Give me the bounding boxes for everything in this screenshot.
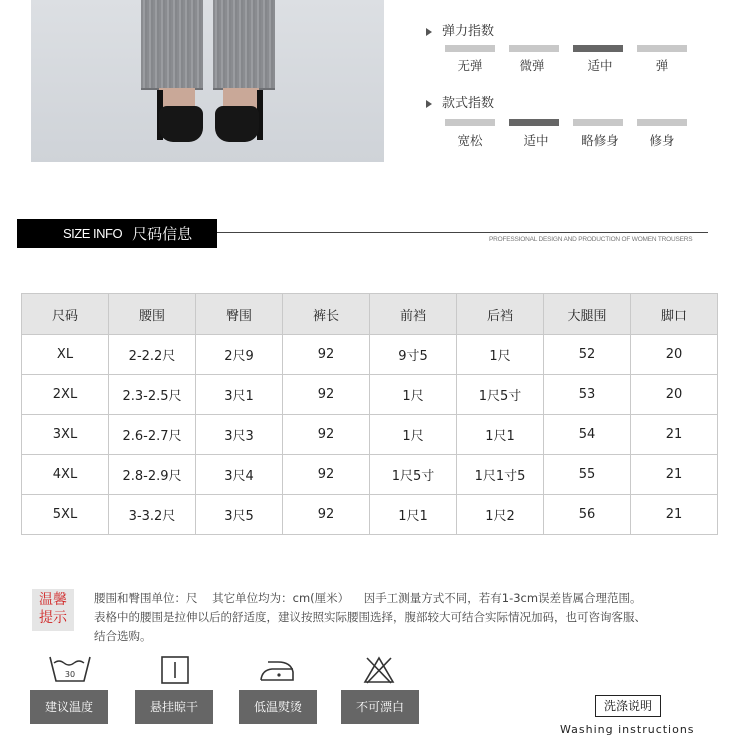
- table-cell: 3-3.2尺: [109, 495, 196, 535]
- table-cell: 5XL: [22, 495, 109, 535]
- shoe-right: [215, 106, 259, 142]
- table-cell: 3XL: [22, 415, 109, 455]
- table-cell: 4XL: [22, 455, 109, 495]
- table-header: 裤长: [283, 294, 370, 335]
- table-cell: 2尺9: [196, 335, 283, 375]
- fit-bar-2: [573, 119, 623, 126]
- table-cell: 56: [544, 495, 631, 535]
- notice-text: [94, 589, 694, 646]
- table-cell: 2XL: [22, 375, 109, 415]
- table-cell: 21: [631, 455, 718, 495]
- table-header: 尺码: [22, 294, 109, 335]
- notice-line: 表格中的腰围是拉伸以后的舒适度，建议按照实际腰围选择，腹部较大可结合实际情况加码，也可咨询客服、: [94, 610, 646, 624]
- elasticity-label: 适中: [587, 58, 613, 73]
- washing-title-cn: 洗涤说明: [595, 695, 661, 717]
- notice-line: 结合选购。: [94, 629, 152, 643]
- table-cell: 3尺3: [196, 415, 283, 455]
- table-cell: 92: [283, 415, 370, 455]
- table-row: [22, 455, 718, 495]
- elasticity-label: 弹: [655, 58, 669, 73]
- care-label-wash: 建议温度: [30, 690, 108, 724]
- table-cell: XL: [22, 335, 109, 375]
- elasticity-bar-0: [445, 45, 495, 52]
- table-header: 大腿围: [544, 294, 631, 335]
- table-cell: 1尺: [370, 415, 457, 455]
- notice-tag-line2: 提示: [39, 610, 67, 626]
- fit-bar-0: [445, 119, 495, 126]
- table-cell: 55: [544, 455, 631, 495]
- fit-label: 宽松: [457, 133, 483, 148]
- table-cell: 20: [631, 375, 718, 415]
- table-row: [22, 415, 718, 455]
- trouser-leg-right: [213, 0, 275, 90]
- triangle-icon: [426, 28, 432, 36]
- table-cell: 2.6-2.7尺: [109, 415, 196, 455]
- table-cell: 2.8-2.9尺: [109, 455, 196, 495]
- table-header: 臀围: [196, 294, 283, 335]
- wash-30-icon: [48, 654, 92, 684]
- table-cell: 1尺1: [457, 415, 544, 455]
- elasticity-bar-3: [637, 45, 687, 52]
- size-info-subtitle: PROFESSIONAL DESIGN AND PRODUCTION OF WOMEN TROUSERS: [489, 236, 693, 243]
- table-row: [22, 335, 718, 375]
- no-bleach-icon: [363, 655, 395, 685]
- table-cell: 92: [283, 455, 370, 495]
- elasticity-label: 无弹: [457, 58, 483, 73]
- fit-label: 适中: [523, 133, 549, 148]
- table-cell: 1尺5寸: [457, 375, 544, 415]
- table-cell: 9寸5: [370, 335, 457, 375]
- size-info-cn: 尺码信息: [132, 225, 193, 243]
- fit-label: 略修身: [581, 133, 619, 148]
- notice-line: 腰围和臀围单位：尺 其它单位均为：cm(厘米） 因手工测量方式不同，若有1-3cm误差皆属合理范围。: [94, 591, 642, 605]
- fit-bar-1: [509, 119, 559, 126]
- care-label-bleach: 不可漂白: [341, 690, 419, 724]
- table-header-row: [22, 294, 718, 335]
- care-label-iron: 低温熨烫: [239, 690, 317, 724]
- care-label-dry: 悬挂晾干: [135, 690, 213, 724]
- line-dry-icon: [160, 655, 190, 685]
- banner-divider: [217, 232, 708, 233]
- table-cell: 54: [544, 415, 631, 455]
- table-cell: 3尺1: [196, 375, 283, 415]
- table-cell: 1尺1: [370, 495, 457, 535]
- table-cell: 92: [283, 335, 370, 375]
- table-header: 腰围: [109, 294, 196, 335]
- fit-label: 修身: [649, 133, 675, 148]
- table-header: 前裆: [370, 294, 457, 335]
- table-header: 脚口: [631, 294, 718, 335]
- product-photo: [31, 0, 384, 162]
- trouser-leg-left: [141, 0, 203, 90]
- table-row: [22, 375, 718, 415]
- iron-low-icon: [258, 656, 298, 684]
- size-table: [21, 293, 718, 535]
- table-cell: 1尺: [370, 375, 457, 415]
- table-header: 后裆: [457, 294, 544, 335]
- elasticity-index-title: 弹力指数: [426, 20, 494, 39]
- washing-title-en: Washing instructions: [560, 723, 695, 736]
- table-cell: 2-2.2尺: [109, 335, 196, 375]
- table-cell: 1尺5寸: [370, 455, 457, 495]
- table-cell: 1尺1寸5: [457, 455, 544, 495]
- table-cell: 20: [631, 335, 718, 375]
- table-row: [22, 495, 718, 535]
- table-cell: 92: [283, 495, 370, 535]
- shoe-left: [159, 106, 203, 142]
- elasticity-bar-2: [573, 45, 623, 52]
- table-cell: 21: [631, 495, 718, 535]
- elasticity-label: 微弹: [519, 58, 545, 73]
- notice-tag: [32, 589, 74, 631]
- table-cell: 1尺2: [457, 495, 544, 535]
- table-cell: 3尺5: [196, 495, 283, 535]
- table-cell: 21: [631, 415, 718, 455]
- table-cell: 2.3-2.5尺: [109, 375, 196, 415]
- notice-tag-line1: 温馨: [39, 592, 67, 608]
- elasticity-bar-1: [509, 45, 559, 52]
- table-cell: 92: [283, 375, 370, 415]
- size-info-en: SIZE INFO: [63, 226, 123, 241]
- fit-bar-3: [637, 119, 687, 126]
- table-cell: 3尺4: [196, 455, 283, 495]
- table-cell: 52: [544, 335, 631, 375]
- table-cell: 53: [544, 375, 631, 415]
- fit-index-title: 款式指数: [426, 92, 494, 111]
- triangle-icon: [426, 100, 432, 108]
- size-info-banner: [17, 219, 217, 248]
- wash-temp-number: 30: [64, 670, 76, 679]
- table-cell: 1尺: [457, 335, 544, 375]
